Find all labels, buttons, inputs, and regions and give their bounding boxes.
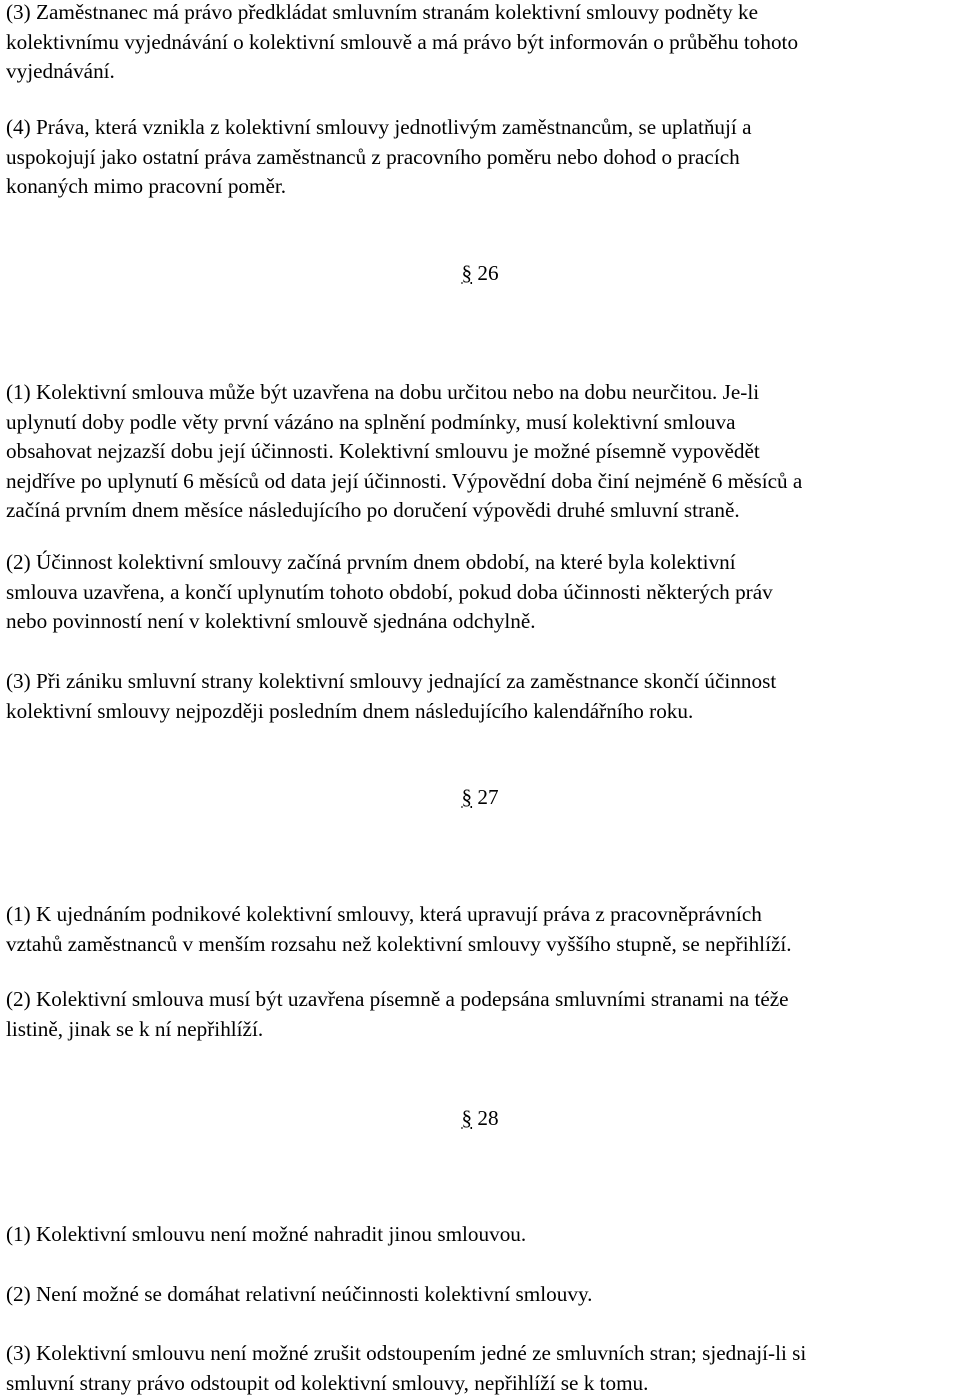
paragraph bbox=[6, 900, 956, 959]
paragraph-line: (2) Není možné se domáhat relativní neúčinnosti kolektivní smlouvy. bbox=[6, 1280, 956, 1310]
paragraph-line: (2) Kolektivní smlouva musí být uzavřena písemně a podepsána smluvními stranami na téže bbox=[6, 985, 956, 1015]
paragraph bbox=[6, 378, 956, 526]
paragraph-line: (2) Účinnost kolektivní smlouvy začíná prvním dnem období, na které byla kolektivní bbox=[6, 548, 956, 578]
paragraph-line: uspokojují jako ostatní práva zaměstnanců z pracovního poměru nebo dohod o pracích bbox=[6, 143, 956, 173]
paragraph-line: kolektivnímu vyjednávání o kolektivní smlouvě a má právo být informován o průběhu tohoto bbox=[6, 28, 956, 58]
paragraph-line: (1) K ujednáním podnikové kolektivní smlouvy, která upravují práva z pracovněprávních bbox=[6, 900, 956, 930]
paragraph-line: (1) Kolektivní smlouva může být uzavřena na dobu určitou nebo na dobu neurčitou. Je-li bbox=[6, 378, 956, 408]
paragraph-line: smluvní strany právo odstoupit od kolektivní smlouvy, nepřihlíží se k tomu. bbox=[6, 1369, 956, 1398]
paragraph bbox=[6, 985, 956, 1044]
paragraph-line: kolektivní smlouvy nejpozději posledním dnem následujícího kalendářního roku. bbox=[6, 697, 956, 727]
paragraph bbox=[6, 667, 956, 726]
paragraph-line: (3) Při zániku smluvní strany kolektivní smlouvy jednající za zaměstnance skončí účinnost bbox=[6, 667, 956, 697]
section-number: 28 bbox=[477, 1106, 498, 1130]
paragraph bbox=[6, 1339, 956, 1398]
paragraph-line: nebo povinností není v kolektivní smlouvě sjednána odchylně. bbox=[6, 607, 956, 637]
section-symbol: § bbox=[461, 785, 472, 809]
paragraph bbox=[6, 1280, 956, 1310]
section-heading-26 bbox=[0, 259, 960, 289]
paragraph-line: nejdříve po uplynutí 6 měsíců od data její účinnosti. Výpovědní doba činí nejméně 6 měsíců a bbox=[6, 467, 956, 497]
paragraph-line: (1) Kolektivní smlouvu není možné nahradit jinou smlouvou. bbox=[6, 1220, 956, 1250]
paragraph bbox=[6, 113, 956, 202]
paragraph-line: (4) Práva, která vznikla z kolektivní smlouvy jednotlivým zaměstnancům, se uplatňují a bbox=[6, 113, 956, 143]
paragraph bbox=[6, 1220, 956, 1250]
paragraph-line: (3) Kolektivní smlouvu není možné zrušit odstoupením jedné ze smluvních stran; sjednají-li si bbox=[6, 1339, 956, 1369]
paragraph-line: uplynutí doby podle věty první vázáno na splnění podmínky, musí kolektivní smlouva bbox=[6, 408, 956, 438]
paragraph-line: začíná prvním dnem měsíce následujícího po doručení výpovědi druhé smluvní straně. bbox=[6, 496, 956, 526]
section-symbol: § bbox=[461, 1106, 472, 1130]
paragraph-line: listině, jinak se k ní nepřihlíží. bbox=[6, 1015, 956, 1045]
paragraph bbox=[6, 0, 956, 87]
paragraph-line: vztahů zaměstnanců v menším rozsahu než kolektivní smlouvy vyššího stupně, se nepřihlíží. bbox=[6, 930, 956, 960]
paragraph-line: obsahovat nejzazší dobu její účinnosti. Kolektivní smlouvu je možné písemně vypovědět bbox=[6, 437, 956, 467]
paragraph-line: smlouva uzavřena, a končí uplynutím tohoto období, pokud doba účinnosti některých práv bbox=[6, 578, 956, 608]
section-number: 26 bbox=[477, 261, 498, 285]
paragraph bbox=[6, 548, 956, 637]
paragraph-line: (3) Zaměstnanec má právo předkládat smluvním stranám kolektivní smlouvy podněty ke bbox=[6, 0, 956, 28]
section-heading-28 bbox=[0, 1104, 960, 1134]
paragraph-line: vyjednávání. bbox=[6, 57, 956, 87]
section-number: 27 bbox=[477, 785, 498, 809]
section-heading-27 bbox=[0, 783, 960, 813]
paragraph-line: konaných mimo pracovní poměr. bbox=[6, 172, 956, 202]
section-symbol: § bbox=[461, 261, 472, 285]
